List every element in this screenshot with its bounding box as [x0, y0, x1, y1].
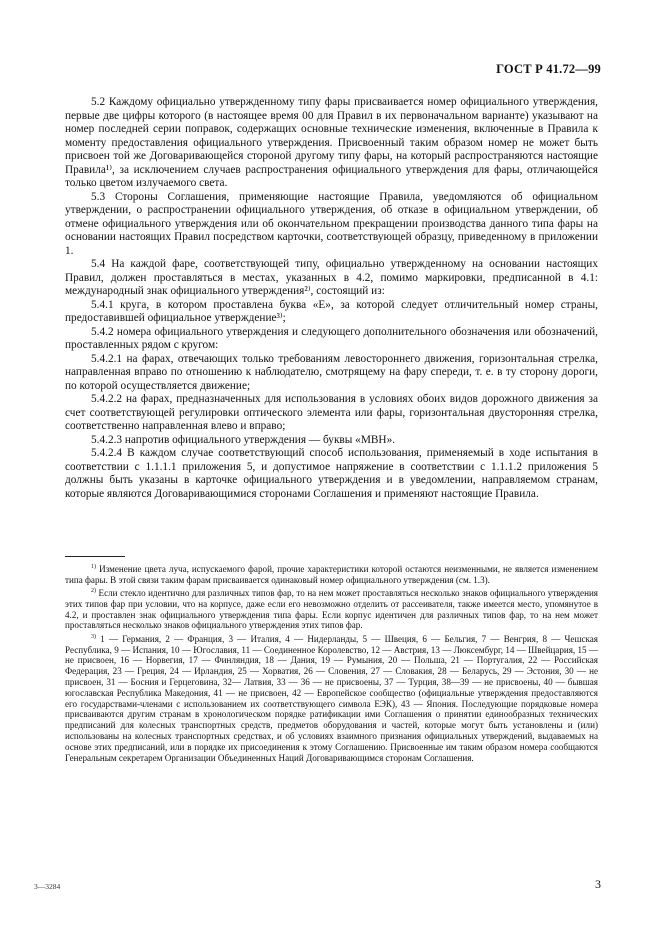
paragraph-5-2: 5.2 Каждому официально утвержденному типу фары присваивается номер официального утверждения, первые две цифры которого (в настоящее время 00 для Правил в их первоначальном варианте) указывают на номер последней серии поправок, содержащих основные технические изменения, включенные в Правила к моменту предоставления официального утверждения. Присвоенный таким образом номер не может быть присвоен той же Договаривающейся стороной другому типу фары, на который распространяются настоящие Правила¹⁾, за исключением случаев распространения официального утверждения для фары, отличающейся только цветом излучаемого света.	[65, 96, 598, 189]
footnote-3	[65, 634, 598, 764]
footnotes	[65, 564, 598, 766]
footnote-text: Если стекло идентично для различных типов фар, то на нем может проставляться несколько знаков официального утверждения этих типов фар при условии, что на корпусе, даже если его невозможно отделить от рассеивателя, также имеется место, упомянутое в 4.2, и проставлен знак официального утверждения типа фары. Если корпус идентичен для различных типов фар, то на нем может проставляться несколько знаков официального утверждения этих типов фар.	[65, 588, 598, 631]
paragraph-5-4-2: 5.4.2 номера официального утверждения и следующего дополнительного обозначения или обозначений, проставленных рядом с кругом:	[65, 325, 598, 351]
footnote-1	[65, 564, 598, 586]
paragraph-5-4-2-3: 5.4.2.3 напротив официального утверждения — буквы «МВН».	[91, 433, 396, 446]
page-number: 3	[595, 877, 601, 891]
paragraph-5-3: 5.3 Стороны Соглашения, применяющие настоящие Правила, уведомляются об официальном утверждении, о распространении официального утверждения, об отказе в официальном утверждении, об отмене официального утверждения или об окончательном прекращении производства данного типа фары на основании настоящих Правил посредством карточки, соответствующей образцу, приведенному в приложении 1.	[65, 190, 598, 257]
page-header: ГОСТ Р 41.72—99	[496, 62, 601, 76]
footnote-mark: 1)	[91, 563, 96, 570]
footnote-mark: 2)	[91, 588, 96, 595]
paragraph-5-4-1: 5.4.1 круга, в котором проставлена буква «Е», за которой следует отличительный номер страны, предоставившей официальное утверждение³⁾;	[65, 298, 598, 324]
footnote-separator	[65, 556, 125, 557]
paragraph-5-4-2-2: 5.4.2.2 на фарах, предназначенных для использования в условиях обоих видов дорожного движения за счет соответствующей регулировки оптического элемента или фары, горизонтальная двусторонняя стрелка, соответственно направленная влево и вправо;	[65, 393, 598, 432]
paragraph-5-4-2-4: 5.4.2.4 В каждом случае соответствующий способ использования, применяемый в ходе испытания в соответствии с 1.1.1.1 приложения 5, и допустимое напряжение в соответствии с 1.1.1.2 приложения 5 должны быть указаны в карточке официального утверждения и в уведомлении, направляемом странам, которые являются Договаривающимися сторонами Соглашения и применяют настоящие Правила.	[65, 447, 598, 500]
paragraph-5-4: 5.4 На каждой фаре, соответствующей типу, официально утвержденному на основании настоящих Правил, должен проставляться в местах, указанных в 4.2, помимо маркировки, предписанной в 4.1: международный знак официального утверждения²⁾, состоящий из:	[65, 258, 598, 297]
footnote-text: Изменение цвета луча, испускаемого фарой, прочие характеристики которой остаются неизменными, не является изменением типа фары. В этой связи таким фарам присваивается одинаковый номер официального утверждения (см. 1.3).	[65, 564, 599, 585]
footnote-text: 1 — Германия, 2 — Франция, 3 — Италия, 4 — Нидерланды, 5 — Швеция, 6 — Бельгия, 7 — Венгрия, 8 — Чешская Республика, 9 — Испания, 10 — Югославия, 11 — Соединенное Королевство, 12 — Австрия, 13 — Люксембург, 14 — Швейцария, 15 — не присвоен, 16 — Норвегия, 17 — Финляндия, 18 — Дания, 19 — Румыния, 20 — Польша, 21 — Португалия, 22 — Российская Федерация, 23 — Греция, 24 — Ирландия, 25 — Хорватия, 26 — Словения, 27 — Словакия, 28 — Беларусь, 29 — Эстония, 30 — не присвоен, 31 — Босния и Герцеговина, 32— Латвия, 33 — 36 — не присвоены, 37 — Турция, 38—39 — не присвоены, 40 — бывшая югославская Республика Македония, 41 — не присвоен, 42 — Европейское сообщество (официальные утверждения предоставляются его государствами-членами с использованием их соответствующего символа ЕЭК), 43 — Япония. Последующие порядковые номера присваиваются другим странам в хронологическом порядке ратификации ими Соглашения о принятии единообразных технических предписаний для колесных транспортных средств, предметов оборудования и частей, которые могут быть установлены и (или) использованы на колесных транспортных средствах, и об условиях взаимного признания официальных утверждений, выдаваемых на основе этих предписаний, или в порядке их присоединения к этому Соглашению. Присвоенные им таким образом номера сообщаются Генеральным секретарем Организации Объединенных Наций Договаривающимся сторонам Соглашения.	[65, 633, 598, 763]
document-body	[65, 96, 598, 501]
paragraph-5-4-2-1: 5.4.2.1 на фарах, отвечающих только требованиям левостороннего движения, горизонтальная стрелка, направленная вправо по отношению к наблюдателю, смотрящему на фару спереди, т. е. в ту сторону дороги, по которой осуществляется движение;	[65, 352, 598, 392]
footnote-2	[65, 588, 598, 631]
print-order-code: 3—3284	[34, 882, 61, 891]
footnote-mark: 3)	[91, 633, 96, 640]
